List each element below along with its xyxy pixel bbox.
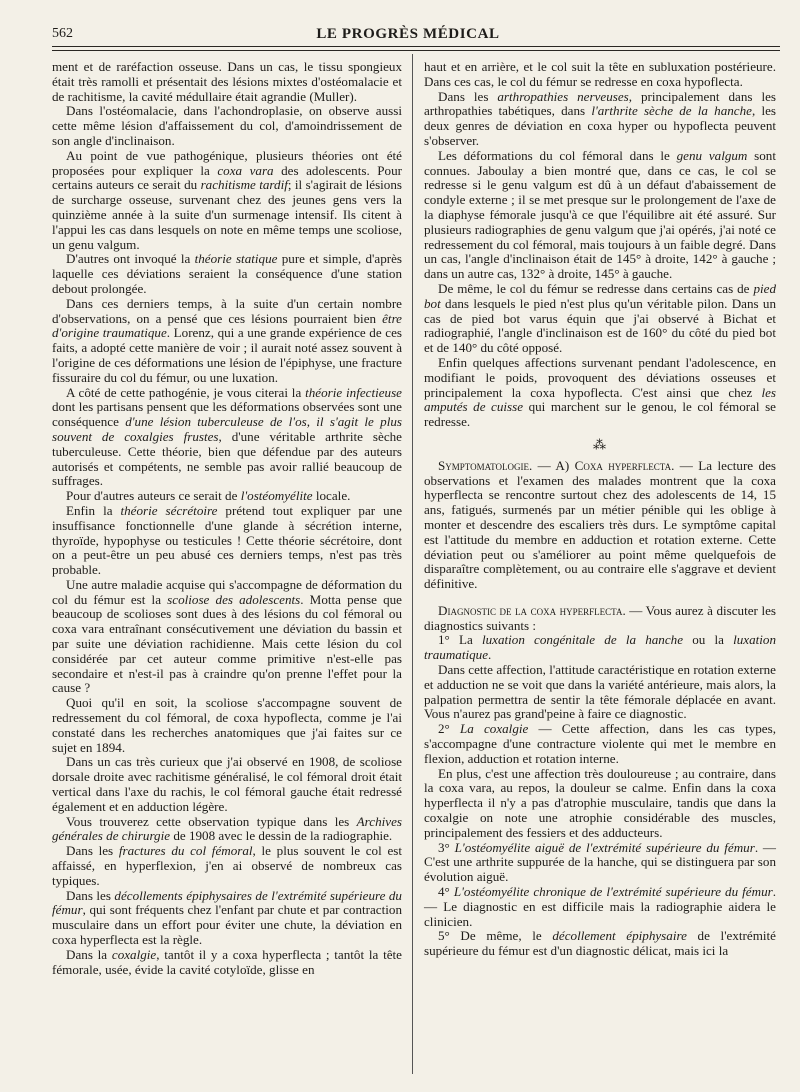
- paragraph: [424, 90, 776, 149]
- text-run: . Motta pense que beaucoup de scolioses sont dues à des lésions du col fémoral ou coxa vara entraînant consécutivement une déviation du bassin et par suite une déviation rachidienne. Mais cette lésion du col considérée par cet auteur comme primitive n'est-elle pas secondaire et n'est-il pas à craindre qu'on prenne l'effet pour la cause ?: [52, 591, 402, 696]
- italic-text: coxalgie: [111, 946, 157, 962]
- text-run: Au point de vue pathogénique, plusieurs théories ont été proposées pour expliquer la: [52, 147, 402, 178]
- page-number: 562: [52, 26, 73, 41]
- italic-text: coxa vara: [217, 162, 274, 178]
- text-run: Vous trouverez cette observation typique dans les: [66, 813, 357, 829]
- italic-text: Archives générales de chirurgie: [52, 813, 402, 844]
- text-run: , les deux genres de déviation en coxa hyper ou hypoflecta peuvent s'observer.: [424, 103, 776, 148]
- text-run: Quoi qu'il en soit, la scoliose s'accompagne souvent de redressement du col fémoral, de coxa hypoflecta, comme je l'ai constaté dans les recherches anatomiques que j'ai faites sur ce sujet en 1894.: [52, 695, 402, 755]
- italic-text: arthropathies nerveuses: [497, 88, 629, 104]
- text-run: En plus, c'est une affection très douloureuse ; au contraire, dans la coxa vara, au repos, la douleur se calme. Enfin dans la coxa hyperflecta il n'y a pas d'atrophie musculaire, tandis que dans la coxalgie on note une atrophie considérable des muscles, principalement des fessiers et des adducteurs.: [424, 765, 776, 840]
- paragraph: [424, 722, 776, 766]
- text-run: ou la: [683, 632, 734, 648]
- paragraph: [424, 841, 776, 885]
- text-run: 3°: [438, 839, 455, 855]
- text-run: . — Le diagnostic en est difficile mais la radiographie aidera le clinicien.: [424, 884, 777, 929]
- text-run: prétend tout expliquer par une insuffisance fonctionnelle d'une glande à sécrétion interne, thyroïde, hypophyse ou testicules ! Cette théorie sécrétoire, dont on a peut-être un peu abusé ces derniers temps, n'est pas très probable.: [52, 502, 403, 578]
- italic-text: pied bot: [424, 280, 776, 311]
- italic-text: La coxalgie: [459, 721, 529, 737]
- text-run: A côté de cette pathogénie, je vous citerai la: [66, 384, 306, 400]
- text-run: De même, le col du fémur se redresse dans certains cas de: [438, 280, 754, 296]
- paragraph: [424, 929, 776, 959]
- text-run: Dans les: [66, 843, 119, 859]
- paragraph: [52, 815, 402, 845]
- text-run: .: [488, 647, 492, 663]
- text-run: pure et simple, d'après laquelle ces déviations seraient la conséquence d'une station debout prolongée.: [52, 251, 403, 296]
- paragraph: [424, 604, 776, 634]
- text-run: Pour d'autres auteurs ce serait de: [66, 488, 241, 504]
- page-header: [52, 26, 764, 46]
- italic-text: L'ostéomyélite aiguë de l'extrémité supérieure du fémur: [454, 839, 755, 855]
- text-run: qui marchent sur le genou, le col fémoral se redresse.: [424, 399, 776, 430]
- italic-text: l'ostéomyélite: [240, 488, 313, 504]
- text-run: de 1908 avec le dessin de la radiographie.: [170, 828, 393, 844]
- text-run: . — C'est une arthrite suppurée de la hanche, qui se distinguera par son évolution aiguë.: [424, 839, 776, 885]
- paragraph: [424, 282, 776, 356]
- paragraph: [52, 948, 402, 978]
- paragraph: [52, 504, 402, 578]
- text-run: haut et en arrière, et le col suit la tête en subluxation postérieure. Dans ces cas, le col du fémur se redresse en coxa hypoflecta.: [424, 59, 776, 89]
- text-run: des adolescents. Pour certains auteurs ce serait du: [52, 162, 402, 193]
- text-run: , d'une véritable arthrite sèche tuberculeuse. Cette théorie, bien que défendue par des auteurs autorisés et compétents, ne semble pas avoir rallié beaucoup de suffrages.: [52, 428, 402, 489]
- text-run: Dans l'ostéomalacie, dans l'achondroplasie, on observe aussi cette même lésion d'affaissement du col, d'amoindrissement de son angle d'inclinaison.: [52, 103, 402, 148]
- text-run: — Vous aurez à discuter les diagnostics suivants :: [424, 602, 776, 633]
- italic-text: l'arthrite sèche de la hanche: [591, 103, 752, 119]
- text-run: Enfin la: [66, 502, 121, 518]
- text-run: ment et de raréfaction osseuse. Dans un cas, le tissu spongieux était très ramolli et présentait des lésions mixtes d'ostéomalacie et de rachitisme, la cavité médullaire était agrandie (Muller).: [52, 59, 402, 104]
- text-run: ; il s'agirait de lésions de surcharge osseuse, survenant chez des jeunes gens vers la quinzième année à la suite d'un surmenage intensif. Ils citent à l'appui les cas dans lesquels on note en même temps une scoliose, un genu valgum.: [52, 177, 402, 252]
- section-asterism: [424, 438, 776, 453]
- text-run: , tantôt il y a coxa hyperflecta ; tantôt la tête fémorale, usée, évide la cavité cotyloïde, glisse en: [52, 946, 402, 977]
- text-run: Enfin quelques affections survenant pendant l'adolescence, en modifiant le poids, provoquent des déviations osseuses et principalement la coxa hypoflecta. C'est ainsi que chez: [424, 354, 776, 400]
- small-caps-heading: Coxa hyperflecta.: [574, 457, 675, 473]
- paragraph: [52, 489, 402, 504]
- left-column: [52, 60, 402, 977]
- text-run: — La lecture des observations et l'examen des malades montrent que la coxa hyperflecta se rencontre surtout chez des adolescents de 14, 15 ans, fatigués, surmenés par un métier pénible qui les oblige à monter et descendre des escaliers très durs. Le symptôme capital est l'attitude du membre en adduction et rotation externe. Cette déviation peut ou s'améliorer au point même quelquefois de disparaître complètement, ou au contraire elle s'aggrave et devient définitive.: [424, 457, 776, 592]
- paragraph: [424, 60, 776, 90]
- italic-text: d'une lésion tuberculeuse de l'os, il s'agit le plus souvent de coxalgies frustes: [52, 414, 402, 444]
- paragraph: [52, 578, 402, 696]
- italic-text: fractures du col fémoral: [118, 843, 253, 859]
- text-run: D'autres ont invoqué la: [66, 251, 195, 267]
- small-caps-heading: Symptomatologie.: [438, 457, 533, 473]
- text-run: locale.: [312, 488, 351, 504]
- paragraph: [52, 889, 402, 948]
- text-run: Dans cette affection, l'attitude caractéristique en rotation externe et adduction ne se voit que dans la variété antérieure, mais alors, la palpation permettra de sentir la tête fémorale déplacée en avant. Vous n'aurez pas grand'peine à faire ce diagnostic.: [424, 662, 776, 722]
- paragraph: [52, 696, 402, 755]
- italic-text: décollements épiphysaires de l'extrémité supérieure du fémur: [52, 887, 402, 918]
- header-rule: [52, 46, 780, 47]
- text-run: Dans les: [66, 887, 115, 903]
- paragraph: [52, 297, 402, 386]
- paragraph: [424, 663, 776, 722]
- text-run: Une autre maladie acquise qui s'accompagne de déformation du col du fémur est la: [52, 576, 402, 607]
- paragraph: [52, 60, 402, 104]
- right-column: [424, 60, 776, 959]
- text-run: 4°: [438, 884, 454, 900]
- italic-text: théorie infectieuse: [305, 384, 402, 400]
- italic-text: théorie sécrétoire: [120, 502, 218, 518]
- text-run: . Lorenz, qui a une grande expérience de ces faits, a adopté cette manière de voir ; il aurait noté assez souvent à l'origine de ces déformations une lésion de l'épiphyse, une fracture fissuraire du col du fémur, ou une luxation.: [52, 325, 402, 385]
- italic-text: décollement épiphysaire: [552, 928, 687, 944]
- text-run: 2°: [438, 721, 460, 737]
- text-run: 1° La: [438, 632, 482, 648]
- text-run: Dans la: [66, 946, 112, 962]
- text-run: dont les partisans pensent que les déformations observées sont une conséquence: [52, 399, 402, 430]
- text-run: sont connues. Jaboulay a bien montré que, dans ce cas, le col se redresse si le genu valgum est dû à un défaut d'abaissement de condyle externe ; il se met presque sur le prolongement de l'axe de la diaphyse fémorale jusqu'à ce que l'équilibre ait été assuré. Sur plusieurs radiographies de genu valgum que j'ai opérés, j'ai noté ce redressement du col fémoral, mais toujours à un faible degré. Dans un cas, l'angle d'inclinaison était de 145° à droite, 142° à gauche ; dans un autre cas, 132° à droite, 145° à gauche.: [424, 147, 776, 282]
- text-run: Dans un cas très curieux que j'ai observé en 1908, de scoliose dorsale droite avec rachitisme généralisé, le col fémoral droit était vertical dans l'axe du rachis, le col fémoral gauche était redressé également et en adduction légère.: [52, 754, 402, 814]
- paragraph: [424, 767, 776, 841]
- text-run: , principalement dans les arthropathies tabétiques, dans: [424, 88, 776, 119]
- paragraph: [424, 459, 776, 592]
- paragraph: [424, 356, 776, 430]
- text-run: — A): [532, 457, 575, 473]
- text-run: Dans ces derniers temps, à la suite d'un certain nombre d'observations, on a pensé que ces lésions pourraient bien: [52, 295, 402, 326]
- italic-text: les amputés de cuisse: [424, 384, 776, 415]
- header-rule-thin: [52, 50, 780, 51]
- italic-text: rachitisme tardif: [200, 177, 288, 193]
- text-run: , le plus souvent le col est affaissé, en hyperflexion, j'en ai observé de nombreux cas typiques.: [52, 843, 402, 888]
- column-divider: [412, 54, 413, 1074]
- text-run: ⁂: [593, 436, 607, 452]
- text-run: Les déformations du col fémoral dans le: [438, 147, 677, 163]
- paragraph: [52, 149, 402, 253]
- italic-text: théorie statique: [194, 251, 278, 267]
- small-caps-heading: Diagnostic de la coxa hyperflecta.: [438, 602, 626, 618]
- italic-text: luxation traumatique: [424, 632, 777, 663]
- paragraph: [424, 633, 776, 663]
- italic-text: genu valgum: [676, 147, 748, 163]
- paragraph: [424, 149, 776, 282]
- paragraph: [52, 252, 402, 296]
- italic-text: L'ostéomyélite chronique de l'extrémité supérieure du fémur: [453, 884, 773, 900]
- text-run: de l'extrémité supérieure du fémur est d'un diagnostic délicat, mais ici la: [424, 928, 776, 959]
- text-run: dans lesquels le pied n'est plus qu'un véritable pilon. Dans un cas de pied bot varus équin que j'ai observé à Bichat et radiographié, l'angle d'inclinaison est de 160° du côté du pied bot et de 140° du côté opposé.: [424, 295, 776, 356]
- paragraph: [52, 386, 402, 490]
- italic-text: être d'origine traumatique: [52, 310, 402, 341]
- journal-title: LE PROGRÈS MÉDICAL: [316, 26, 500, 42]
- paragraph: [52, 844, 402, 888]
- text-run: Dans les: [438, 88, 498, 104]
- text-run: — Cette affection, dans les cas types, s'accompagne d'une contracture violente qui met le membre en flexion, adduction et rotation interne.: [424, 721, 776, 766]
- italic-text: scoliose des adolescents: [167, 591, 301, 607]
- italic-text: luxation congénitale de la hanche: [481, 632, 684, 648]
- text-run: 5° De même, le: [438, 928, 553, 944]
- text-run: , qui sont fréquents chez l'enfant par chute et par contraction musculaire dans un effort pour éviter une chute, la déviation en coxa hyperflecta est la règle.: [52, 902, 402, 948]
- paragraph: [52, 104, 402, 148]
- paragraph: [424, 885, 776, 929]
- paragraph: [52, 755, 402, 814]
